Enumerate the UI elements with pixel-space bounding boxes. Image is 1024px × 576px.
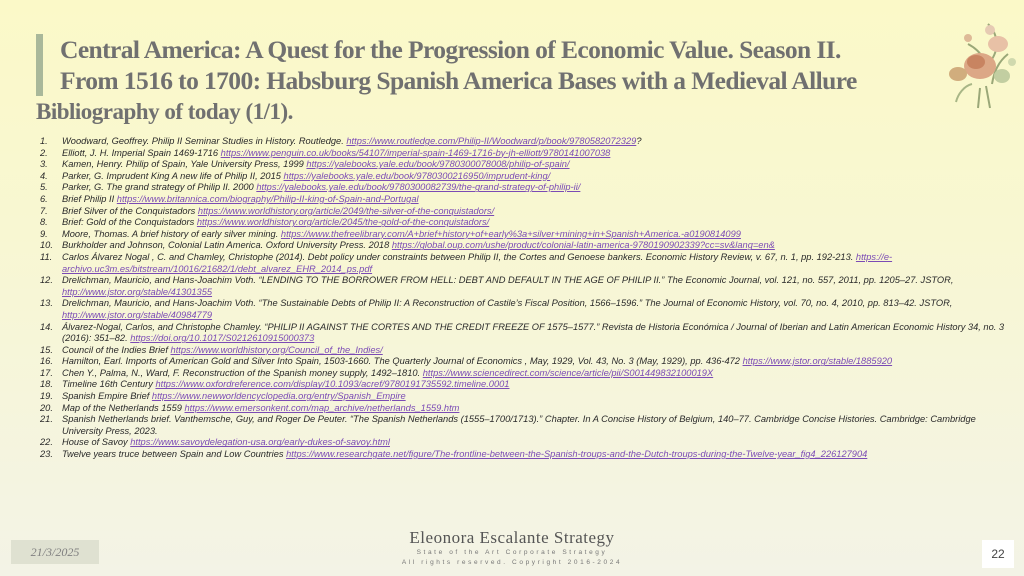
- entry-body: [62, 414, 1005, 437]
- entry-citation: Spanish Netherlands brief. Vanthemsche, Guy, and Roger De Peuter. “The Spanish Netherlands (1555–1700/1713).” Chapter. In A Concise History of Belgium, 140–77. Cambridge Concise Histories. Cambridge: Cambridge University Press, 2023.: [62, 414, 976, 436]
- entry-link[interactable]: https://www.britannica.com/biography/Philip-II-king-of-Spain-and-Portugal: [116, 193, 419, 204]
- bibliography-entry: [40, 206, 1005, 218]
- entry-body: [62, 437, 1005, 449]
- entry-link[interactable]: https://www.oxfordreference.com/display/10.1093/acref/9780191735592.timeline.0001: [155, 379, 510, 390]
- entry-number: 22.: [40, 437, 53, 448]
- entry-citation: Map of the Netherlands 1559: [62, 402, 185, 413]
- entry-number: 2.: [40, 147, 48, 158]
- entry-link[interactable]: https://www.sciencedirect.com/science/article/pii/S001449832100019X: [422, 367, 714, 378]
- bibliography-entry: [40, 182, 1005, 194]
- entry-number: 10.: [40, 240, 53, 251]
- entry-number: 12.: [40, 275, 53, 286]
- entry-citation: Hamilton, Earl. Imports of American Gold and Silver Into Spain, 1503-1660. The Quarterly Journal of Economics , May, 1929, Vol. 43, No. 3 (May, 1929), pp. 436-472: [62, 356, 743, 367]
- bibliography-entry: [40, 368, 1005, 380]
- bibliography-entry: [40, 252, 1005, 275]
- entry-citation: Burkholder and Johnson, Colonial Latin America. Oxford University Press. 2018: [62, 240, 392, 251]
- entry-body: [62, 252, 1005, 275]
- entry-citation: Chen Y., Palma, N., Ward, F. Reconstruction of the Spanish money supply, 1492–1810.: [62, 367, 423, 378]
- entry-citation: Parker, G. Imprudent King A new life of Philip II, 2015: [62, 170, 284, 181]
- entry-citation: Brief Philip II: [62, 193, 117, 204]
- entry-number: 4.: [40, 170, 48, 181]
- entry-body: [62, 148, 1005, 160]
- entry-body: [62, 217, 1005, 229]
- bibliography-entry: [40, 194, 1005, 206]
- entry-citation: House of Savoy: [62, 437, 131, 448]
- entry-link[interactable]: https://yalebooks.yale.edu/book/9780300078008/philip-of-spain/: [306, 159, 570, 170]
- bibliography-entry: [40, 171, 1005, 183]
- entry-link[interactable]: https://e-archivo.uc3m.es/bitstream/10016/21682/1/debt_alvarez_EHR_2014_ps.pdf: [62, 251, 893, 274]
- bibliography-entry: [40, 148, 1005, 160]
- bibliography-entry: [40, 298, 1005, 321]
- entry-link[interactable]: https://www.worldhistory.org/article/2045/the-gold-of-the-conquistadors/: [196, 217, 490, 228]
- entry-citation: Drelichman, Mauricio, and Hans-Joachim Voth. “The Sustainable Debts of Philip II: A Reconstruction of Castile’s Fiscal Position, 1566–1596.” The Journal of Economic History, vol. 70, no. 4, 2010, pp. 813–42. JSTOR,: [62, 298, 953, 309]
- entry-number: 15.: [40, 344, 53, 355]
- entry-body: [62, 275, 1005, 298]
- entry-body: [62, 298, 1005, 321]
- entry-link[interactable]: https://www.researchgate.net/figure/The-frontline-between-the-Spanish-troups-and-the-Dutch-troups-during-the-Twelve-year_fig4_226127904: [286, 449, 868, 460]
- title-accent-bar: [36, 34, 43, 96]
- entry-link[interactable]: https://doi.org/10.1017/S0212610915000373: [130, 333, 315, 344]
- entry-link[interactable]: https://www.savoydelegation-usa.org/early-dukes-of-savoy.html: [130, 437, 390, 448]
- bibliography-entry: [40, 345, 1005, 357]
- entry-link[interactable]: https://yalebooks.yale.edu/book/9780300216950/imprudent-king/: [283, 170, 551, 181]
- bibliography-entry: [40, 437, 1005, 449]
- entry-number: 21.: [40, 414, 53, 425]
- entry-body: [62, 171, 1005, 183]
- entry-link[interactable]: https://global.oup.com/ushe/product/colonial-latin-america-9780190902339?cc=sv&lang=en&: [391, 240, 775, 251]
- entry-citation: Brief: Gold of the Conquistadors: [62, 217, 197, 228]
- bibliography-entry: [40, 217, 1005, 229]
- entry-citation: Moore, Thomas. A brief history of early silver mining.: [62, 228, 281, 239]
- entry-body: [62, 391, 1005, 403]
- entry-body: [62, 379, 1005, 391]
- bibliography-entry: [40, 229, 1005, 241]
- bibliography-entry: [40, 275, 1005, 298]
- entry-number: 1.: [40, 136, 48, 146]
- flower-bouquet-icon: [928, 14, 1024, 110]
- entry-link[interactable]: https://www.routledge.com/Philip-II/Woodward/p/book/9780582072329: [346, 136, 637, 146]
- bibliography-entry: [40, 240, 1005, 252]
- entry-body: [62, 322, 1005, 345]
- entry-link[interactable]: https://www.penguin.co.uk/books/54107/imperial-spain-1469-1716-by-jh-elliott/9780141007038: [220, 147, 611, 158]
- entry-body: [62, 182, 1005, 194]
- entry-number: 20.: [40, 402, 53, 413]
- entry-body: [62, 136, 1005, 148]
- slide-title: [60, 34, 940, 96]
- entry-citation: Spanish Empire Brief: [62, 391, 152, 402]
- entry-body: [62, 356, 1005, 368]
- entry-number: 23.: [40, 449, 53, 460]
- entry-citation: Timeline 16th Century: [62, 379, 156, 390]
- bibliography-entry: [40, 449, 1005, 461]
- footer-brand: Eleonora Escalante Strategy: [409, 528, 615, 547]
- entry-link[interactable]: https://www.thefreelibrary.com/A+brief+history+of+early%3a+silver+mining+in+Spanish+America.-a0190814099: [280, 228, 741, 239]
- entry-link[interactable]: https://www.newworldencyclopedia.org/entry/Spanish_Empire: [151, 391, 406, 402]
- entry-number: 17.: [40, 367, 53, 378]
- entry-number: 19.: [40, 391, 53, 402]
- entry-citation: Carlos Álvarez Nogal , C. and Chamley, Christophe (2014). Debt policy under constraints between Philip II, the Cortes and Genoese bankers. Economic History Review, v. 67, n. 1, pp. 192-213.: [62, 251, 856, 262]
- entry-number: 11.: [40, 251, 53, 262]
- entry-number: 8.: [40, 217, 48, 228]
- entry-suffix: ?: [636, 136, 642, 146]
- bibliography-entry: [40, 322, 1005, 345]
- entry-citation: Brief Silver of the Conquistadors: [62, 205, 198, 216]
- title-line-2: From 1516 to 1700: Habsburg Spanish America Bases with a Medieval Allure: [60, 66, 857, 95]
- entry-body: [62, 345, 1005, 357]
- bibliography-entry: [40, 391, 1005, 403]
- entry-body: [62, 240, 1005, 252]
- entry-body: [62, 229, 1005, 241]
- entry-body: [62, 206, 1005, 218]
- entry-number: 6.: [40, 193, 48, 204]
- entry-link[interactable]: http://www.jstor.org/stable/41301355: [62, 286, 213, 297]
- bibliography-entry: [40, 356, 1005, 368]
- entry-body: [62, 368, 1005, 380]
- entry-link[interactable]: https://www.worldhistory.org/article/2049/the-silver-of-the-conquistadors/: [197, 205, 495, 216]
- entry-number: 9.: [40, 228, 48, 239]
- entry-link[interactable]: https://yalebooks.yale.edu/book/9780300082739/the-grand-strategy-of-philip-ii/: [256, 182, 581, 193]
- entry-link[interactable]: http://www.jstor.org/stable/40984779: [62, 309, 213, 320]
- slide-subtitle: Bibliography of today (1/1).: [36, 99, 293, 124]
- slide-date: 21/3/2025: [11, 540, 99, 564]
- entry-citation: Elliott, J. H. Imperial Spain 1469-1716: [62, 147, 221, 158]
- entry-link[interactable]: https://www.emersonkent.com/map_archive/netherlands_1559.htm: [184, 402, 460, 413]
- entry-number: 13.: [40, 298, 53, 309]
- entry-citation: Council of the Indies Brief: [62, 344, 171, 355]
- entry-citation: Twelve years truce between Spain and Low Countries: [62, 449, 287, 460]
- entry-citation: Parker, G. The grand strategy of Philip II. 2000: [62, 182, 257, 193]
- entry-number: 14.: [40, 321, 53, 332]
- footer-tagline: State of the Art Corporate Strategy: [416, 549, 608, 556]
- entry-body: [62, 194, 1005, 206]
- bibliography-list: [40, 136, 1005, 461]
- entry-citation: Álvarez-Nogal, Carlos, and Christophe Chamley. “PHILIP II AGAINST THE CORTES AND THE CREDIT FREEZE OF 1575–1577.” Revista de Historia Económica / Journal of Iberian and Latin American Economic History 34, no. 3 (2016): 351–82.: [62, 321, 1005, 344]
- entry-number: 16.: [40, 356, 53, 367]
- entry-citation: Woodward, Geoffrey. Philip II Seminar Studies in History. Routledge.: [62, 136, 347, 146]
- entry-body: [62, 403, 1005, 415]
- entry-number: 18.: [40, 379, 53, 390]
- page-number: 22: [982, 540, 1014, 568]
- entry-citation: Kamen, Henry. Philip of Spain, Yale University Press, 1999: [62, 159, 307, 170]
- title-line-1: Central America: A Quest for the Progression of Economic Value. Season II.: [60, 35, 841, 64]
- entry-number: 3.: [40, 159, 48, 170]
- entry-number: 7.: [40, 205, 48, 216]
- entry-link[interactable]: https://www.worldhistory.org/Council_of_the_Indies/: [170, 344, 383, 355]
- entry-link[interactable]: https://www.jstor.org/stable/1885920: [742, 356, 893, 367]
- footer-copyright: All rights reserved. Copyright 2016-2024: [401, 559, 623, 566]
- entry-body: [62, 449, 1005, 461]
- entry-body: [62, 159, 1005, 171]
- bibliography-entry: [40, 379, 1005, 391]
- bibliography-entry: [40, 414, 1005, 437]
- bibliography-entry: [40, 403, 1005, 415]
- bibliography-entry: [40, 159, 1005, 171]
- entry-citation: Drelichman, Mauricio, and Hans-Joachim Voth. “LENDING TO THE BORROWER FROM HELL: DEBT AND DEFAULT IN THE AGE OF PHILIP II.” The Economic Journal, vol. 121, no. 557, 2011, pp. 1205–27. JSTOR,: [62, 275, 954, 286]
- bibliography-entry: [40, 136, 1005, 148]
- entry-number: 5.: [40, 182, 48, 193]
